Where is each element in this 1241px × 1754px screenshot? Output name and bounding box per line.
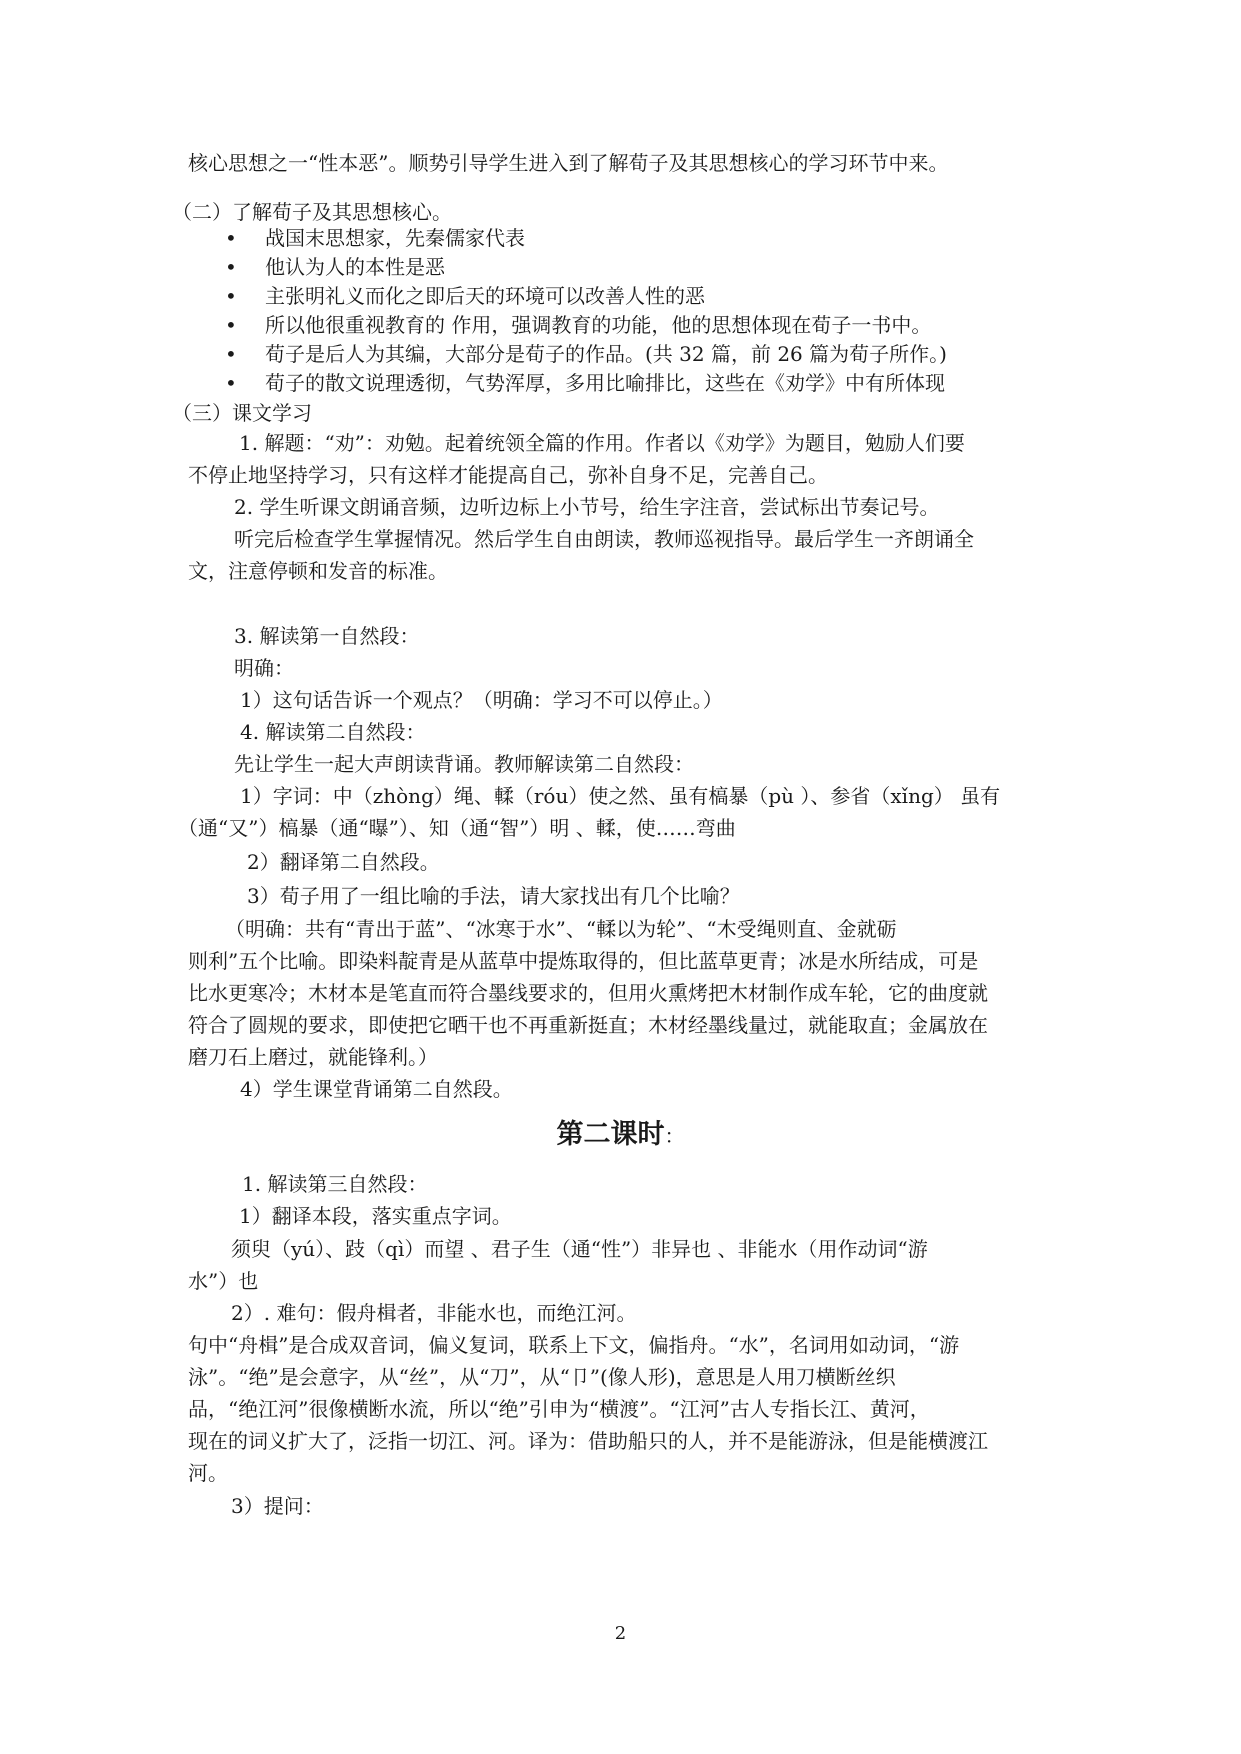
lesson-two-title: 第二课时 bbox=[556, 1119, 665, 1150]
text-line: 品，“绝江河”很像横断水流，所以“绝”引申为“横渡”。“江河”古人专指长江、黄河， bbox=[188, 1397, 930, 1421]
text-line: 明确： bbox=[234, 656, 294, 680]
text-line: 4）学生课堂背诵第二自然段。 bbox=[240, 1077, 513, 1101]
text-line: 先让学生一起大声朗读背诵。教师解读第二自然段： bbox=[234, 752, 694, 776]
bullet-item: 战国末思想家，先秦儒家代表 bbox=[265, 226, 525, 250]
bullet-marker: • bbox=[225, 226, 237, 250]
bullet-marker: • bbox=[225, 313, 237, 337]
text-line: 2. 学生听课文朗诵音频，边听边标上小节号，给生字注音，尝试标出节奏记号。 bbox=[234, 495, 940, 519]
text-line: 符合了圆规的要求，即使把它晒干也不再重新挺直；木材经墨线量过，就能取直；金属放在 bbox=[188, 1013, 988, 1037]
bullet-item: 荀子是后人为其编，大部分是荀子的作品。(共 32 篇，前 26 篇为荀子所作。) bbox=[265, 342, 947, 366]
text-line: 2）. 难句：假舟楫者，非能水也，而绝江河。 bbox=[231, 1301, 637, 1325]
bullet-marker: • bbox=[225, 371, 237, 395]
text-line: 河。 bbox=[188, 1461, 228, 1485]
text-line: 4. 解读第二自然段： bbox=[240, 720, 426, 744]
text-line: 句中“舟楫”是合成双音词，偏义复词，联系上下文，偏指舟。“水”，名词用如动词，“游 bbox=[188, 1333, 960, 1357]
bullet-item: 荀子的散文说理透彻，气势浑厚，多用比喻排比，这些在《劝学》中有所体现 bbox=[265, 371, 945, 395]
text-line: 文，注意停顿和发音的标准。 bbox=[188, 559, 448, 583]
text-line: 1）字词：中（zhòng）绳、輮（róu）使之然、虽有槁暴（pù ）、参省（xǐng） 虽有 bbox=[240, 784, 1001, 808]
bullet-item: 他认为人的本性是恶 bbox=[265, 255, 445, 279]
text-line: 3. 解读第一自然段： bbox=[234, 624, 420, 648]
lesson-two-colon: ： bbox=[664, 1124, 685, 1148]
text-line: 1）翻译本段，落实重点字词。 bbox=[239, 1204, 512, 1228]
bullet-marker: • bbox=[225, 284, 237, 308]
text-line: 水”）也 bbox=[188, 1269, 259, 1293]
text-line: 比水更寒冷；木材本是笔直而符合墨线要求的，但用火熏烤把木材制作成车轮，它的曲度就 bbox=[188, 981, 988, 1005]
text-line: （通“又”）槁暴（通“曝”）、知（通“智”）明 、輮，使……弯曲 bbox=[178, 816, 736, 840]
text-line: 不停止地坚持学习，只有这样才能提高自己，弥补自身不足，完善自己。 bbox=[188, 463, 828, 487]
text-line: （明确：共有“青出于蓝”、“冰寒于水”、“輮以为轮”、“木受绳则直、金就砺 bbox=[225, 917, 897, 941]
section-title-understand-xunzi: （二）了解荀子及其思想核心。 bbox=[172, 200, 452, 224]
text-line: 1. 解读第三自然段： bbox=[242, 1172, 428, 1196]
text-line: 1）这句话告诉一个观点？（明确：学习不可以停止。） bbox=[240, 688, 723, 712]
bullet-item: 所以他很重视教育的 作用，强调教育的功能，他的思想体现在荀子一书中。 bbox=[265, 313, 932, 337]
text-line: 则利”五个比喻。即染料靛青是从蓝草中提炼取得的，但比蓝草更青；冰是水所结成，可是 bbox=[188, 949, 979, 973]
text-line: 须臾（yú）、跂（qì）而望 、君子生（通“性”）非异也 、非能水（用作动词“游 bbox=[231, 1237, 928, 1261]
text-line: 磨刀石上磨过，就能锋利。） bbox=[188, 1045, 438, 1069]
lesson-two-heading bbox=[0, 1115, 1241, 1156]
bullet-item: 主张明礼义而化之即后天的环境可以改善人性的恶 bbox=[265, 284, 705, 308]
text-line: 2）翻译第二自然段。 bbox=[247, 850, 440, 874]
bullet-marker: • bbox=[225, 255, 237, 279]
text-line: 3）荀子用了一组比喻的手法，请大家找出有几个比喻？ bbox=[247, 884, 740, 908]
page-number: 2 bbox=[614, 1623, 627, 1644]
bullet-marker: • bbox=[225, 342, 237, 366]
text-line: 泳”。“绝”是会意字，从“丝”，从“刀”，从“卩”(像人形)，意思是人用刀横断丝织 bbox=[188, 1365, 896, 1389]
intro-paragraph: 核心思想之一“性本恶”。顺势引导学生进入到了解荀子及其思想核心的学习环节中来。 bbox=[188, 151, 949, 175]
text-line: 3）提问： bbox=[231, 1494, 324, 1518]
section-title-text-study: （三）课文学习 bbox=[172, 401, 312, 425]
text-line: 现在的词义扩大了，泛指一切江、河。译为：借助船只的人，并不是能游泳，但是能横渡江 bbox=[188, 1429, 988, 1453]
text-line: 听完后检查学生掌握情况。然后学生自由朗读，教师巡视指导。最后学生一齐朗诵全 bbox=[234, 527, 974, 551]
text-line: 1. 解题：“劝”：劝勉。起着统领全篇的作用。作者以《劝学》为题目，勉励人们要 bbox=[239, 431, 965, 455]
